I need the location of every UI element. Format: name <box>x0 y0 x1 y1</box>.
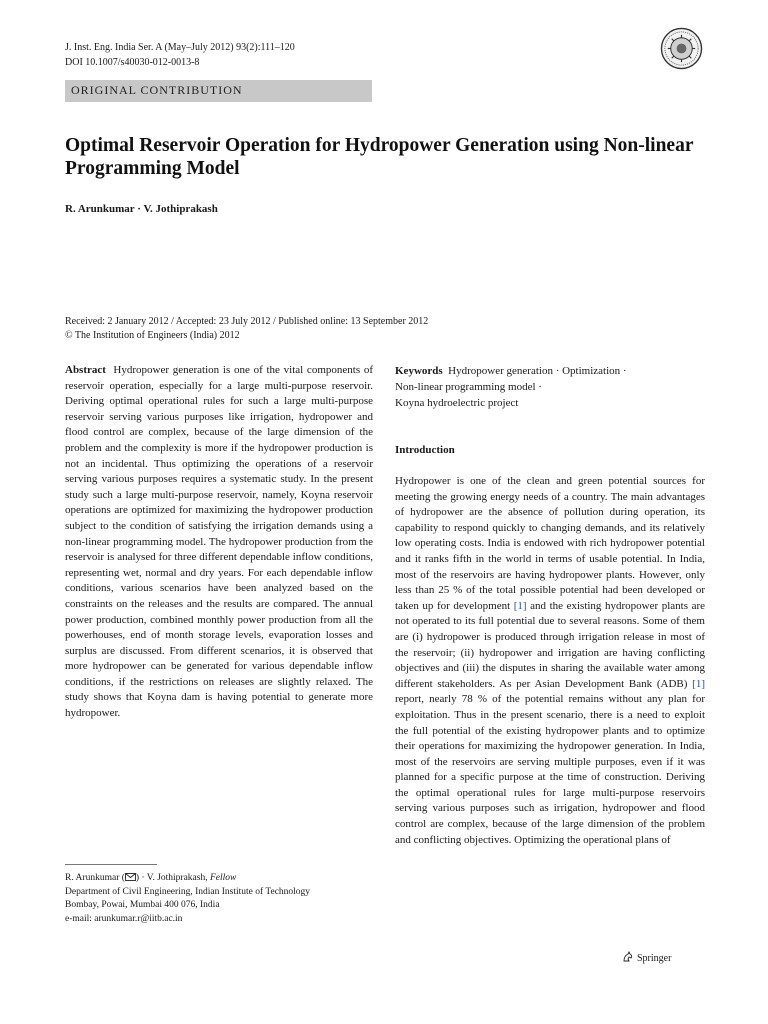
keywords-line-2: Non-linear programming model · <box>395 381 542 393</box>
intro-text-1: Hydropower is one of the clean and green potential sources for meeting the growing energy needs of a country. The main advantages of hydropower are the absence of pollution during operation, its capability to respond quickly to changing demands, and its relatively low operating costs. India is endowed with rich hydropower potential and it ranks fifth in the world in terms of usable potential. In India, most of the reservoirs are having hydropower plants. However, only less than 25 % of the total possible potential had been developed or taken up for development <box>395 475 705 612</box>
citation-link-2[interactable]: [1] <box>692 677 705 690</box>
section-label-band <box>65 80 372 102</box>
footnote-department: Department of Civil Engineering, Indian Institute of Technology <box>65 886 311 897</box>
citation-link-1[interactable]: [1] <box>513 599 527 612</box>
footnote-author-2: ) · V. Jothiprakash, <box>135 873 210 883</box>
journal-reference: J. Inst. Eng. India Ser. A (May–July 2012) 93(2):111–120 <box>65 42 295 53</box>
keywords-line-1: Hydropower generation · Optimization · <box>448 365 627 377</box>
keywords-line-3: Koyna hydroelectric project <box>395 397 519 409</box>
doi: DOI 10.1007/s40030-012-0013-8 <box>65 57 200 68</box>
article-copyright: © The Institution of Engineers (India) 2012 <box>65 330 240 341</box>
keywords-heading: Keywords <box>395 365 443 377</box>
publisher-name: Springer <box>637 953 672 964</box>
springer-horse-icon <box>622 951 634 963</box>
section-label: ORIGINAL CONTRIBUTION <box>71 83 243 97</box>
article-authors: R. Arunkumar · V. Jothiprakash <box>65 203 218 215</box>
intro-text-3: report, nearly 78 % of the potential remains without any plan for exploitation. Thus in the present scenario, there is a need to exploit the full potential of the existing hydropower plants and to optimize their operations for maximizing the hydropower generation. In India, most of the reservoirs are serving multiple purposes, even if it was planned for a specific purpose at the time of construction. Deriving the optimal operational rules for large multi-purpose reservoirs serving various purposes such as irrigation, hydropower and flood control are complex, because of the large dimension of the problem and conflicting objectives. Optimizing the operational plans of <box>395 693 705 846</box>
footnote-fellow: Fellow <box>209 873 237 883</box>
footnote-divider <box>65 864 157 865</box>
abstract-text: Hydropower generation is one of the vital components of reservoir operation, especially for a large multi-purpose reservoir. Deriving optimal operational rules for such a large multi-purpose reservoir serving various purposes like irrigation, hydropower and flood control are complex, because of the large dimension of the problem and the complexity is more if the hydropower production is not an incidental. Thus optimizing the operations of a reservoir serving various purposes requires a systematic study. In the present study such a large multi-purpose reservoir, namely, Koyna reservoir operations are optimized for maximizing the hydropower production subject to the condition of satisfying the irrigation demands using a non-linear programming model. The hydropower production from the reservoir is analysed for three different dependable inflow conditions, representing wet, normal and dry years. For each dependable inflow conditions, various scenarios have been analyzed based on the constraints on the releases and the results are compared. The annual power production, combined monthly power production from all the powerhouses, end of month storage levels, evaporation losses and surplus are discussed. From different scenarios, it is observed that more hydropower can be generated for various dependable inflow conditions, if the restrictions on releases are slightly relaxed. The study shows that Koyna dam is having potential to generate more hydropower. <box>65 364 373 720</box>
introduction-body <box>395 474 705 848</box>
footnote-address: Bombay, Powai, Mumbai 400 076, India <box>65 900 220 910</box>
abstract <box>65 363 373 722</box>
publisher-mark <box>622 951 671 966</box>
author-footnote <box>65 872 385 926</box>
abstract-heading: Abstract <box>65 364 106 376</box>
introduction-heading: Introduction <box>395 444 455 456</box>
institution-seal-icon <box>660 27 703 70</box>
article-title: Optimal Reservoir Operation for Hydropower Generation using Non-linear Programming Model <box>65 135 694 179</box>
footnote-author-1: R. Arunkumar ( <box>65 873 125 883</box>
footnote-email[interactable]: e-mail: arunkumar.r@iitb.ac.in <box>65 913 183 924</box>
intro-text-2: and the existing hydropower plants are not operated to its full potential due to several reasons. Some of them are (i) hydropower is produced through irrigation release in most of the reservoir; (ii) hydropower and irrigation are having conflicting objectives and (iii) the disputes in sharing the available water among different stakeholders. As per Asian Development Bank (ADB) <box>395 599 705 690</box>
keywords <box>395 363 705 411</box>
article-dates: Received: 2 January 2012 / Accepted: 23 July 2012 / Published online: 13 September 2012 <box>65 316 429 327</box>
envelope-icon <box>125 873 136 881</box>
